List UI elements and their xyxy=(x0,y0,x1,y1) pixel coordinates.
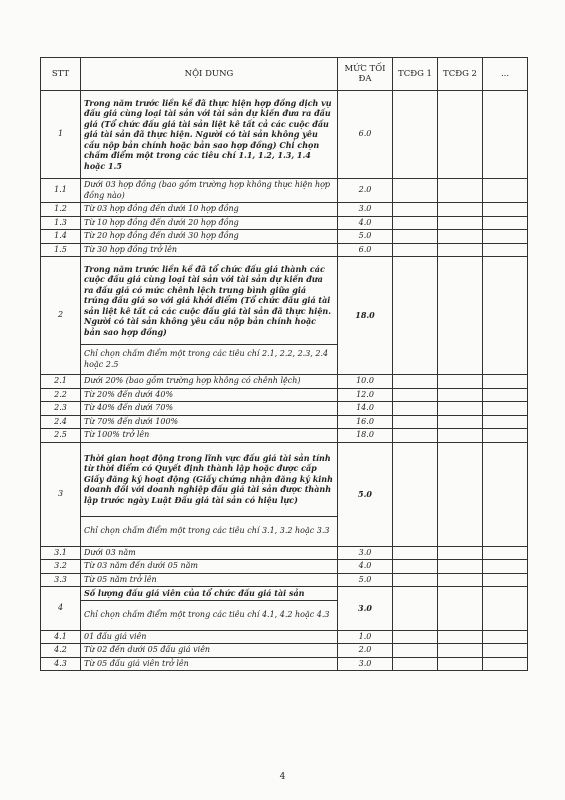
score-cell-1[interactable] xyxy=(393,91,438,179)
score-cell-1[interactable] xyxy=(393,203,438,217)
row-score: 2.0 xyxy=(338,179,393,203)
row-content-note: Chỉ chọn chấm điểm một trong các tiêu chí 4.1, 4.2 hoặc 4.3 xyxy=(81,600,338,630)
score-cell-more[interactable] xyxy=(483,203,528,217)
row-stt: 3.1 xyxy=(41,546,81,560)
score-cell-1[interactable] xyxy=(393,630,438,644)
table-row xyxy=(41,560,528,574)
row-stt: 2.5 xyxy=(41,429,81,443)
table-row xyxy=(41,573,528,587)
row-stt: 1.3 xyxy=(41,216,81,230)
table-row xyxy=(41,644,528,658)
row-score: 6.0 xyxy=(338,243,393,257)
score-cell-more[interactable] xyxy=(483,657,528,671)
row-stt: 1.4 xyxy=(41,230,81,244)
row-stt: 3 xyxy=(41,442,81,546)
score-cell-1[interactable] xyxy=(393,415,438,429)
table-row xyxy=(41,388,528,402)
score-cell-2[interactable] xyxy=(438,243,483,257)
header-noi-dung: NỘI DUNG xyxy=(81,58,338,91)
score-cell-2[interactable] xyxy=(438,402,483,416)
row-content-note: Chỉ chọn chấm điểm một trong các tiêu chí 3.1, 3.2 hoặc 3.3 xyxy=(81,516,338,546)
score-cell-1[interactable] xyxy=(393,216,438,230)
table-row xyxy=(41,587,528,601)
score-cell-2[interactable] xyxy=(438,216,483,230)
row-content: Từ 10 hợp đồng đến dưới 20 hợp đồng xyxy=(81,216,338,230)
row-content: Từ 05 năm trở lên xyxy=(81,573,338,587)
row-score: 5.0 xyxy=(338,230,393,244)
score-cell-1[interactable] xyxy=(393,402,438,416)
row-content: Từ 02 đến dưới 05 đấu giá viên xyxy=(81,644,338,658)
row-score: 18.0 xyxy=(338,257,393,375)
row-content: Số lượng đấu giá viên của tổ chức đấu giá tài sản xyxy=(81,587,338,601)
row-stt: 4.2 xyxy=(41,644,81,658)
row-content: Từ 40% đến dưới 70% xyxy=(81,402,338,416)
score-cell-more[interactable] xyxy=(483,630,528,644)
score-cell-2[interactable] xyxy=(438,257,483,375)
table-row xyxy=(41,429,528,443)
score-cell-more[interactable] xyxy=(483,442,528,546)
score-cell-1[interactable] xyxy=(393,375,438,389)
row-stt: 4 xyxy=(41,587,81,631)
row-stt: 2.2 xyxy=(41,388,81,402)
row-score: 3.0 xyxy=(338,546,393,560)
score-cell-2[interactable] xyxy=(438,91,483,179)
score-cell-2[interactable] xyxy=(438,546,483,560)
score-cell-more[interactable] xyxy=(483,179,528,203)
header-more: ... xyxy=(483,58,528,91)
table-row xyxy=(41,657,528,671)
score-cell-more[interactable] xyxy=(483,546,528,560)
table-header-row xyxy=(41,58,528,91)
score-cell-more[interactable] xyxy=(483,230,528,244)
score-cell-2[interactable] xyxy=(438,179,483,203)
score-cell-1[interactable] xyxy=(393,573,438,587)
row-content: Trong năm trước liền kề đã tổ chức đấu giá thành các cuộc đấu giá cùng loại tài sản với tài sản dự kiến đưa ra đấu giá có mức chênh lệch trung bình giữa giá trúng đấu giá so với giá khởi điểm (Tổ chức đấu giá tài sản liệt kê tất cả các cuộc đấu giá tài sản đã thực hiện. Người có tài sản không yêu cầu nộp bản chính hoặc bản sao hợp đồng) xyxy=(81,257,338,345)
row-score: 6.0 xyxy=(338,91,393,179)
row-score: 4.0 xyxy=(338,560,393,574)
row-content: Từ 20% đến dưới 40% xyxy=(81,388,338,402)
row-score: 4.0 xyxy=(338,216,393,230)
row-content: Thời gian hoạt động trong lĩnh vực đấu giá tài sản tính từ thời điểm có Quyết định thành lập hoặc được cấp Giấy đăng ký hoạt động (Giấy chứng nhận đăng ký kinh doanh đối với doanh nghiệp đấu giá tài sản được thành lập trước ngày Luật Đấu giá tài sản có hiệu lực) xyxy=(81,442,338,516)
row-content: Từ 20 hợp đồng đến dưới 30 hợp đồng xyxy=(81,230,338,244)
header-muc-toi-da: MỨC TỐI ĐA xyxy=(338,58,393,91)
row-stt: 1.2 xyxy=(41,203,81,217)
row-score: 3.0 xyxy=(338,203,393,217)
row-score: 12.0 xyxy=(338,388,393,402)
score-cell-1[interactable] xyxy=(393,657,438,671)
row-stt: 1.1 xyxy=(41,179,81,203)
score-cell-1[interactable] xyxy=(393,644,438,658)
score-cell-more[interactable] xyxy=(483,388,528,402)
row-content: Từ 100% trở lên xyxy=(81,429,338,443)
table-row xyxy=(41,375,528,389)
score-cell-more[interactable] xyxy=(483,644,528,658)
score-cell-1[interactable] xyxy=(393,230,438,244)
row-stt: 3.3 xyxy=(41,573,81,587)
row-stt: 2.1 xyxy=(41,375,81,389)
score-cell-1[interactable] xyxy=(393,442,438,546)
row-stt: 4.3 xyxy=(41,657,81,671)
table-row xyxy=(41,203,528,217)
score-cell-1[interactable] xyxy=(393,429,438,443)
row-content: Từ 03 hợp đồng đến dưới 10 hợp đồng xyxy=(81,203,338,217)
row-content: Từ 05 đấu giá viên trở lên xyxy=(81,657,338,671)
row-stt: 2 xyxy=(41,257,81,375)
row-content: 01 đấu giá viên xyxy=(81,630,338,644)
score-cell-2[interactable] xyxy=(438,230,483,244)
row-score: 14.0 xyxy=(338,402,393,416)
score-cell-more[interactable] xyxy=(483,243,528,257)
row-content: Dưới 03 năm xyxy=(81,546,338,560)
score-cell-2[interactable] xyxy=(438,587,483,631)
row-stt: 2.3 xyxy=(41,402,81,416)
row-content: Từ 03 năm đến dưới 05 năm xyxy=(81,560,338,574)
score-cell-1[interactable] xyxy=(393,388,438,402)
row-score: 3.0 xyxy=(338,657,393,671)
row-content: Trong năm trước liền kề đã thực hiện hợp đồng dịch vụ đấu giá cùng loại tài sản với tài sản dự kiến đưa ra đấu giá (Tổ chức đấu giá tài sản liệt kê tất cả các cuộc đấu giá tài sản đã thực hiện. Người có tài sản không yêu cầu nộp bản chính hoặc bản sao hợp đồng) Chỉ chọn chấm điểm một trong các tiêu chí 1.1, 1.2, 1.3, 1.4 hoặc 1.5 xyxy=(81,91,338,179)
row-score: 1.0 xyxy=(338,630,393,644)
page-number: 4 xyxy=(279,772,286,782)
row-stt: 1 xyxy=(41,91,81,179)
score-cell-2[interactable] xyxy=(438,415,483,429)
row-score: 5.0 xyxy=(338,573,393,587)
table-row xyxy=(41,415,528,429)
score-cell-more[interactable] xyxy=(483,587,528,631)
row-content: Dưới 03 hợp đồng (bao gồm trường hợp không thực hiện hợp đồng nào) xyxy=(81,179,338,203)
row-stt: 1.5 xyxy=(41,243,81,257)
score-cell-2[interactable] xyxy=(438,203,483,217)
score-cell-2[interactable] xyxy=(438,573,483,587)
table-row xyxy=(41,230,528,244)
score-cell-1[interactable] xyxy=(393,587,438,631)
score-cell-1[interactable] xyxy=(393,546,438,560)
score-cell-2[interactable] xyxy=(438,644,483,658)
row-score: 16.0 xyxy=(338,415,393,429)
score-cell-2[interactable] xyxy=(438,560,483,574)
score-cell-more[interactable] xyxy=(483,573,528,587)
table-row xyxy=(41,442,528,516)
table-row xyxy=(41,91,528,179)
row-content: Từ 30 hợp đồng trở lên xyxy=(81,243,338,257)
table-row xyxy=(41,257,528,345)
row-content: Từ 70% đến dưới 100% xyxy=(81,415,338,429)
row-content-note: Chỉ chọn chấm điểm một trong các tiêu chí 2.1, 2.2, 2.3, 2.4 hoặc 2.5 xyxy=(81,345,338,375)
table-row xyxy=(41,402,528,416)
score-cell-more[interactable] xyxy=(483,216,528,230)
table-row xyxy=(41,546,528,560)
score-cell-2[interactable] xyxy=(438,375,483,389)
row-score: 2.0 xyxy=(338,644,393,658)
score-cell-more[interactable] xyxy=(483,429,528,443)
scoring-table xyxy=(40,57,528,671)
table-row xyxy=(41,630,528,644)
score-cell-1[interactable] xyxy=(393,560,438,574)
score-cell-1[interactable] xyxy=(393,179,438,203)
score-cell-2[interactable] xyxy=(438,442,483,546)
score-cell-2[interactable] xyxy=(438,630,483,644)
row-stt: 4.1 xyxy=(41,630,81,644)
score-cell-2[interactable] xyxy=(438,388,483,402)
score-cell-more[interactable] xyxy=(483,257,528,375)
score-cell-more[interactable] xyxy=(483,91,528,179)
header-stt: STT xyxy=(41,58,81,91)
header-tcdg2: TCĐG 2 xyxy=(438,58,483,91)
row-score: 3.0 xyxy=(338,587,393,631)
score-cell-more[interactable] xyxy=(483,402,528,416)
table-row xyxy=(41,179,528,203)
row-score: 18.0 xyxy=(338,429,393,443)
score-cell-2[interactable] xyxy=(438,657,483,671)
table-row xyxy=(41,243,528,257)
header-tcdg1: TCĐG 1 xyxy=(393,58,438,91)
score-cell-1[interactable] xyxy=(393,243,438,257)
score-cell-2[interactable] xyxy=(438,429,483,443)
row-score: 5.0 xyxy=(338,442,393,546)
score-cell-more[interactable] xyxy=(483,560,528,574)
row-stt: 3.2 xyxy=(41,560,81,574)
row-content: Dưới 20% (bao gồm trường hợp không có chênh lệch) xyxy=(81,375,338,389)
row-score: 10.0 xyxy=(338,375,393,389)
score-cell-1[interactable] xyxy=(393,257,438,375)
table-row xyxy=(41,216,528,230)
score-cell-more[interactable] xyxy=(483,415,528,429)
row-stt: 2.4 xyxy=(41,415,81,429)
score-cell-more[interactable] xyxy=(483,375,528,389)
